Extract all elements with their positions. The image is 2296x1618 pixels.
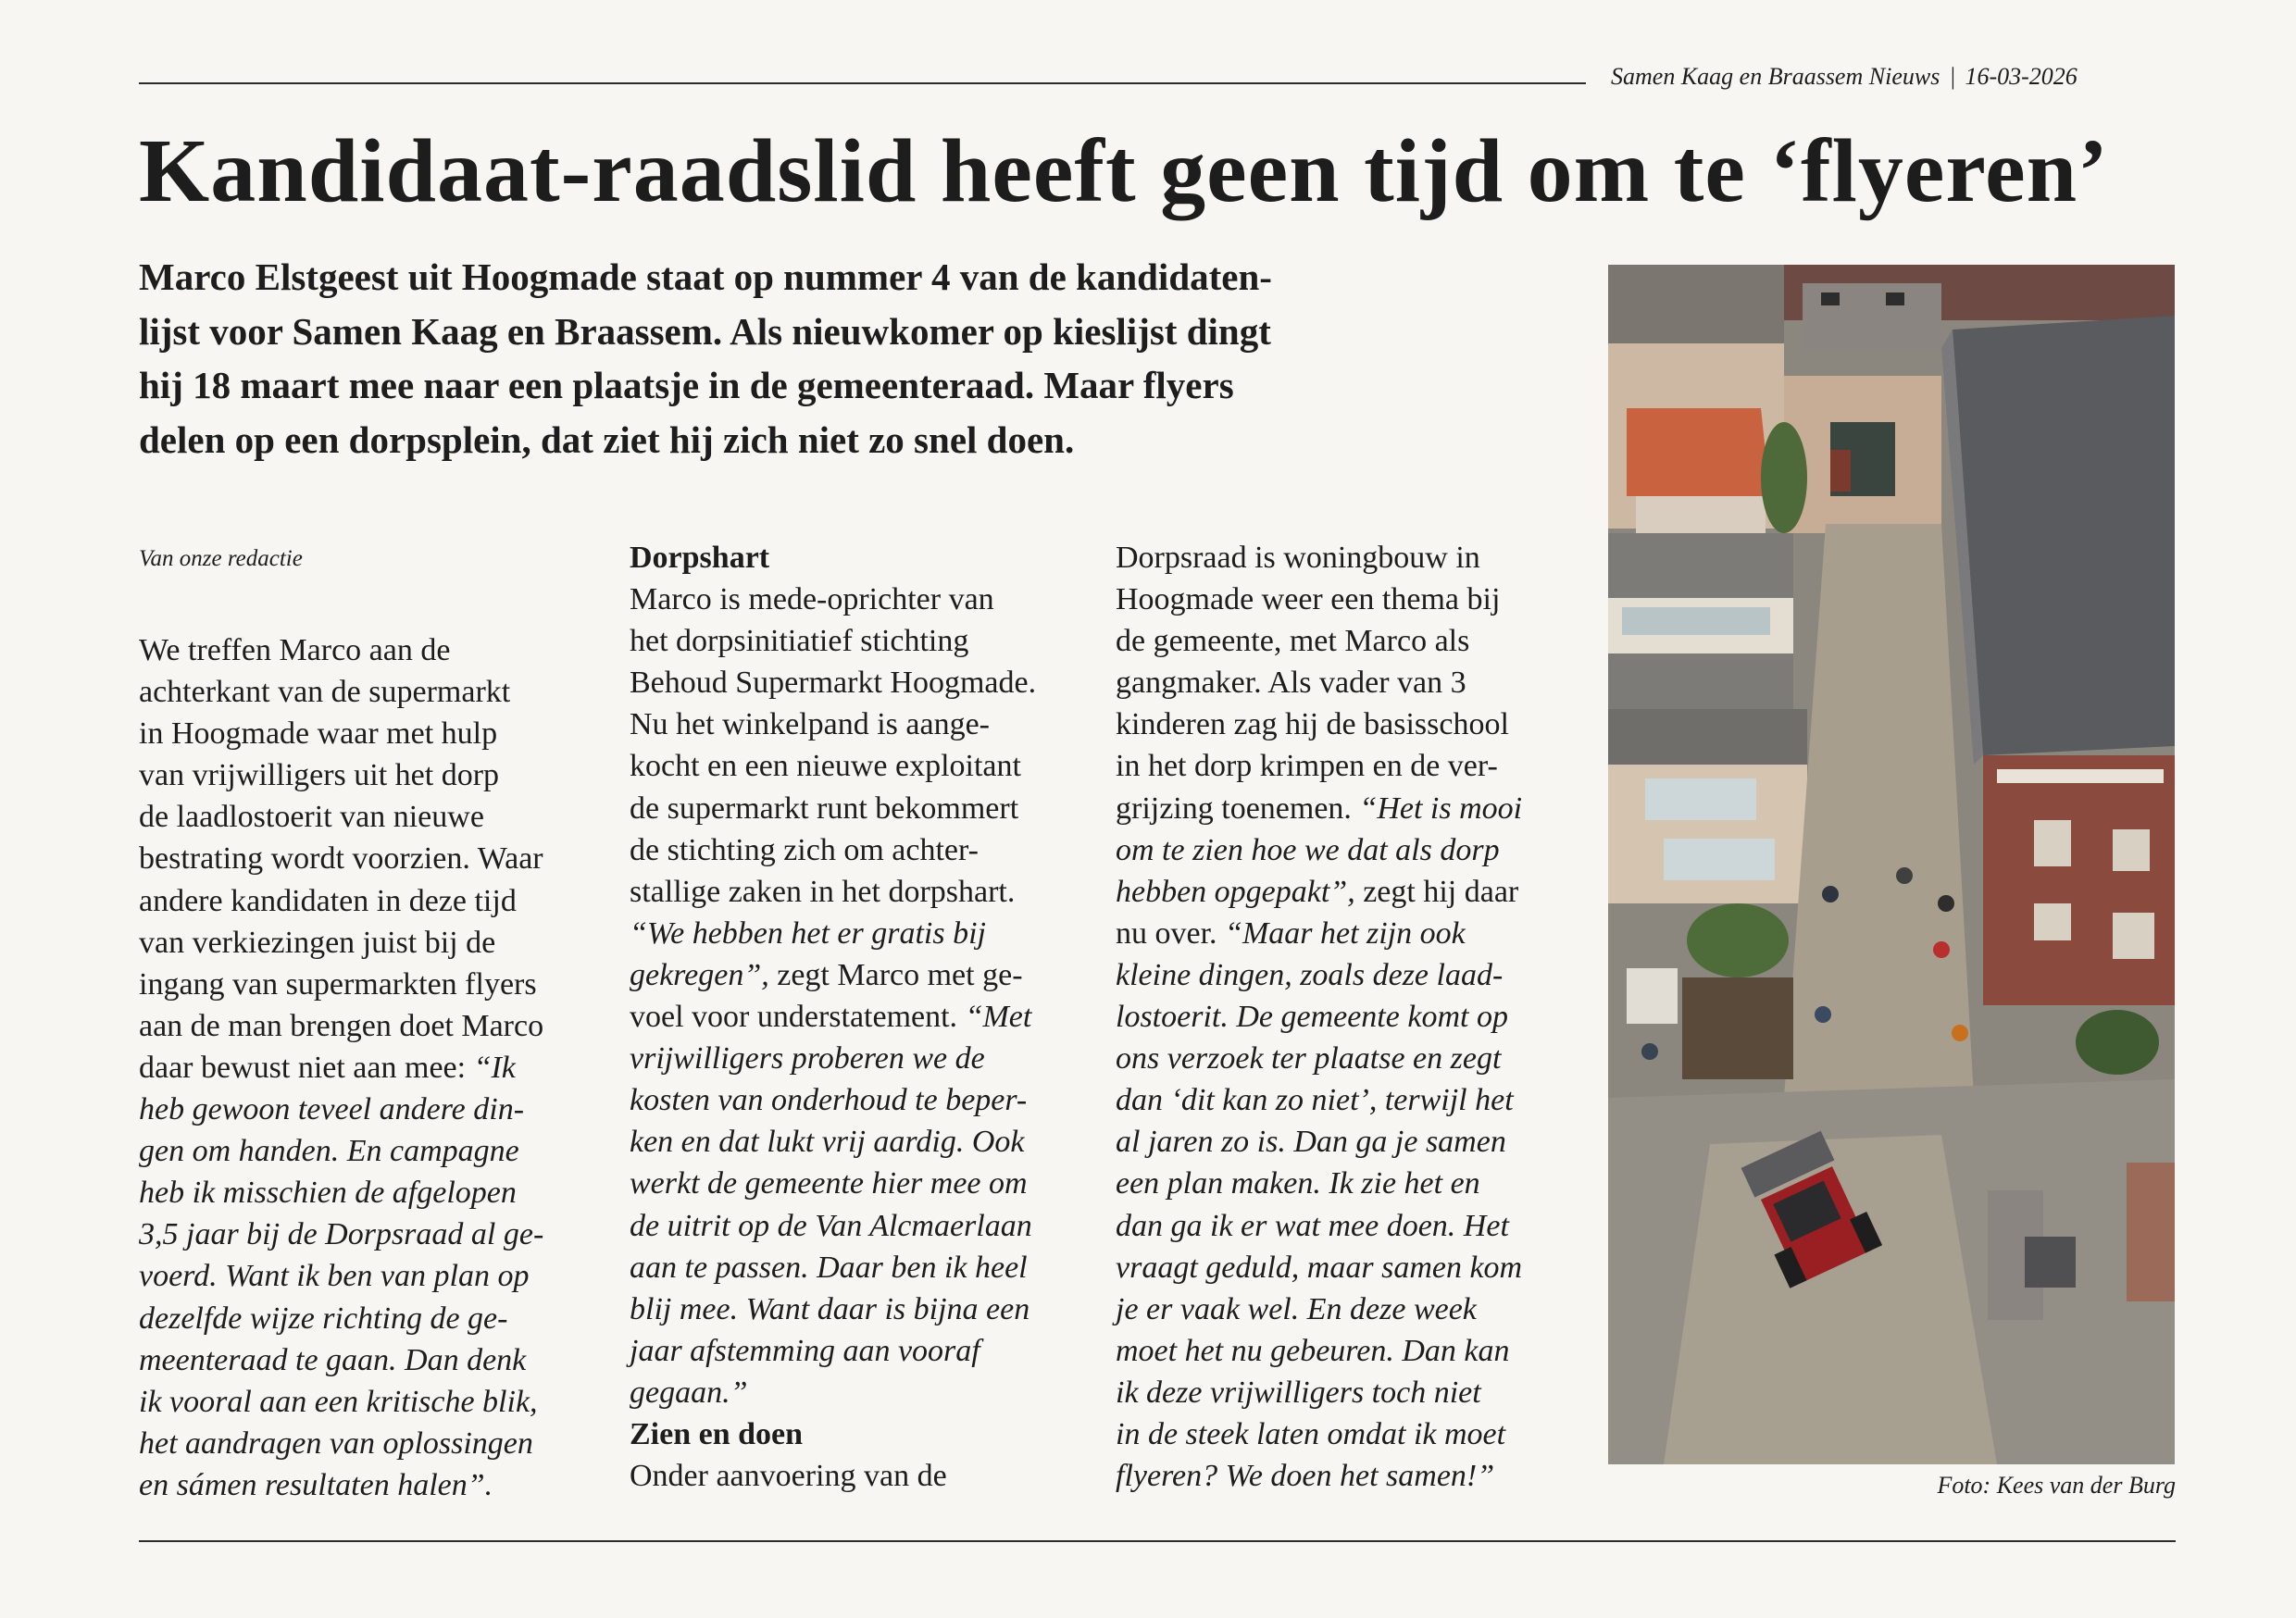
body-text-line: werkt de gemeente hier mee om [630, 1166, 1028, 1201]
body-text-line: blij mee. Want daar is bijna een [630, 1291, 1030, 1326]
body-text-line: in Hoogmade waar met hulp [139, 716, 498, 752]
lead-line: hij 18 maart mee naar een plaatsje in de gemeenteraad. Maar flyers [139, 364, 1234, 406]
body-text-line: de uitrit op de Van Alcmaerlaan [630, 1208, 1032, 1243]
body-text-line: het dorpsinitiatief stichting [630, 624, 969, 659]
body-text-line: Dorpsraad is woningbouw in [1116, 541, 1480, 575]
body-text-line: ingang van supermarkten flyers [139, 966, 537, 1002]
top-rule [139, 82, 1586, 84]
body-text-line: achterkant van de supermarkt [139, 675, 511, 710]
body-text-line: de stichting zich om achter- [630, 832, 979, 867]
body-text-line: vraagt geduld, maar samen kom [1116, 1250, 1523, 1285]
body-text-line: dezelfde wijze richting de ge- [139, 1301, 508, 1336]
body-text-line: je er vaak wel. En deze week [1116, 1291, 1477, 1326]
article-column-1 [139, 629, 593, 1506]
body-text-line: gangmaker. Als vader van 3 [1116, 666, 1466, 701]
body-text-line: de supermarkt runt bekommert [630, 790, 1019, 826]
body-text-line: ik vooral aan een kritische blik, [139, 1384, 538, 1419]
body-text-line: flyeren? We doen het samen!” [1116, 1459, 1495, 1494]
body-text-line: bestrating wordt voorzien. Waar [139, 841, 543, 877]
body-text-line: daar bewust niet aan mee: “Ik [139, 1050, 516, 1085]
body-text-line: Marco is mede-oprichter van [630, 582, 994, 617]
publication-name: Samen Kaag en Braassem Nieuws [1611, 63, 1940, 90]
body-text-line: en sámen resultaten halen”. [139, 1467, 493, 1502]
body-text-line: in de steek laten omdat ik moet [1116, 1416, 1506, 1451]
body-text-line: jaar afstemming aan vooraf [630, 1333, 980, 1368]
body-text-line: voerd. Want ik ben van plan op [139, 1259, 530, 1294]
body-text-line: lostoerit. De gemeente komt op [1116, 1000, 1508, 1035]
body-text-line: gen om handen. En campagne [139, 1134, 519, 1169]
bottom-rule [139, 1540, 2176, 1542]
body-text-line: kleine dingen, zoals deze laad- [1116, 957, 1504, 992]
body-text-line: gegaan.” [630, 1375, 748, 1410]
article-column-2 [630, 537, 1083, 1497]
body-text-line: meenteraad te gaan. Dan denk [139, 1342, 527, 1377]
section-subheading: Dorpshart [630, 541, 770, 575]
body-text-line: ons verzoek ter plaatse en zegt [1116, 1041, 1502, 1077]
body-text-line: van vrijwilligers uit het dorp [139, 758, 500, 793]
aerial-photo [1608, 265, 2175, 1464]
masthead [1611, 63, 2185, 91]
publication-date: 16-03-2026 [1965, 63, 2078, 90]
body-text-line: aan de man brengen doet Marco [139, 1008, 544, 1043]
body-text-line: om te zien hoe we dat als dorp [1116, 832, 1500, 867]
photo-credit: Foto: Kees van der Burg [1937, 1472, 2176, 1499]
body-text-line: “We hebben het er gratis bij [630, 915, 986, 951]
body-text-line: ken en dat lukt vrij aardig. Ook [630, 1125, 1025, 1160]
body-text-line: heb ik misschien de afgelopen [139, 1176, 517, 1211]
body-text-line: heb gewoon teveel andere din- [139, 1092, 525, 1127]
body-text-line: de gemeente, met Marco als [1116, 624, 1470, 659]
body-text-line: 3,5 jaar bij de Dorpsraad al ge- [139, 1217, 544, 1252]
article-column-3 [1116, 537, 1578, 1497]
body-text-line: Onder aanvoering van de [630, 1459, 947, 1494]
body-text-line: een plan maken. Ik zie het en [1116, 1166, 1480, 1201]
body-text-line: het aandragen van oplossingen [139, 1425, 533, 1461]
body-text-line: ik deze vrijwilligers toch niet [1116, 1375, 1481, 1410]
body-text-line: in het dorp krimpen en de ver- [1116, 749, 1498, 784]
body-text-line: de laadlostoerit van nieuwe [139, 800, 484, 835]
byline: Van onze redactie [139, 546, 303, 571]
body-text-line: aan te passen. Daar ben ik heel [630, 1250, 1028, 1285]
body-text-line: dan ga ik er wat mee doen. Het [1116, 1208, 1509, 1243]
body-text-line: dan ‘dit kan zo niet’, terwijl het [1116, 1083, 1514, 1118]
body-text-line: kocht en een nieuwe exploitant [630, 749, 1021, 784]
body-text-line: Nu het winkelpand is aange- [630, 707, 990, 742]
section-subheading: Zien en doen [630, 1416, 804, 1451]
body-text-line: grijzing toenemen. “Het is mooi [1116, 790, 1523, 826]
lead-line: lijst voor Samen Kaag en Braassem. Als nieuwkomer op kieslijst dingt [139, 309, 1271, 353]
body-text-line: moet het nu gebeuren. Dan kan [1116, 1333, 1510, 1368]
body-text-line: hebben opgepakt”, zegt hij daar [1116, 874, 1519, 909]
body-text-line: nu over. “Maar het zijn ook [1116, 915, 1466, 951]
body-text-line: We treffen Marco aan de [139, 633, 451, 667]
article-headline: Kandidaat-raadslid heeft geen tijd om te ‘flyeren’ [139, 121, 2109, 221]
body-text-line: van verkiezingen juist bij de [139, 925, 496, 960]
body-text-line: andere kandidaten in deze tijd [139, 883, 517, 918]
body-text-line: Hoogmade weer een thema bij [1116, 582, 1501, 617]
body-text-line: Behoud Supermarkt Hoogmade. [630, 666, 1037, 701]
masthead-separator: | [1949, 63, 1956, 90]
body-text-line: kosten van onderhoud te beper- [630, 1083, 1028, 1118]
body-text-line: gekregen”, zegt Marco met ge- [630, 957, 1023, 992]
body-text-line: stallige zaken in het dorpshart. [630, 874, 1016, 909]
lead-line: delen op een dorpsplein, dat ziet hij zich niet zo snel doen. [139, 417, 1075, 461]
body-text-line: al jaren zo is. Dan ga je samen [1116, 1125, 1506, 1160]
body-text-line: voel voor understatement. “Met [630, 1000, 1032, 1035]
body-text-line: vrijwilligers proberen we de [630, 1041, 985, 1077]
article-lead [139, 250, 1546, 467]
lead-line: Marco Elstgeest uit Hoogmade staat op nummer 4 van de kandidaten- [139, 255, 1272, 298]
body-text-line: kinderen zag hij de basisschool [1116, 707, 1509, 742]
